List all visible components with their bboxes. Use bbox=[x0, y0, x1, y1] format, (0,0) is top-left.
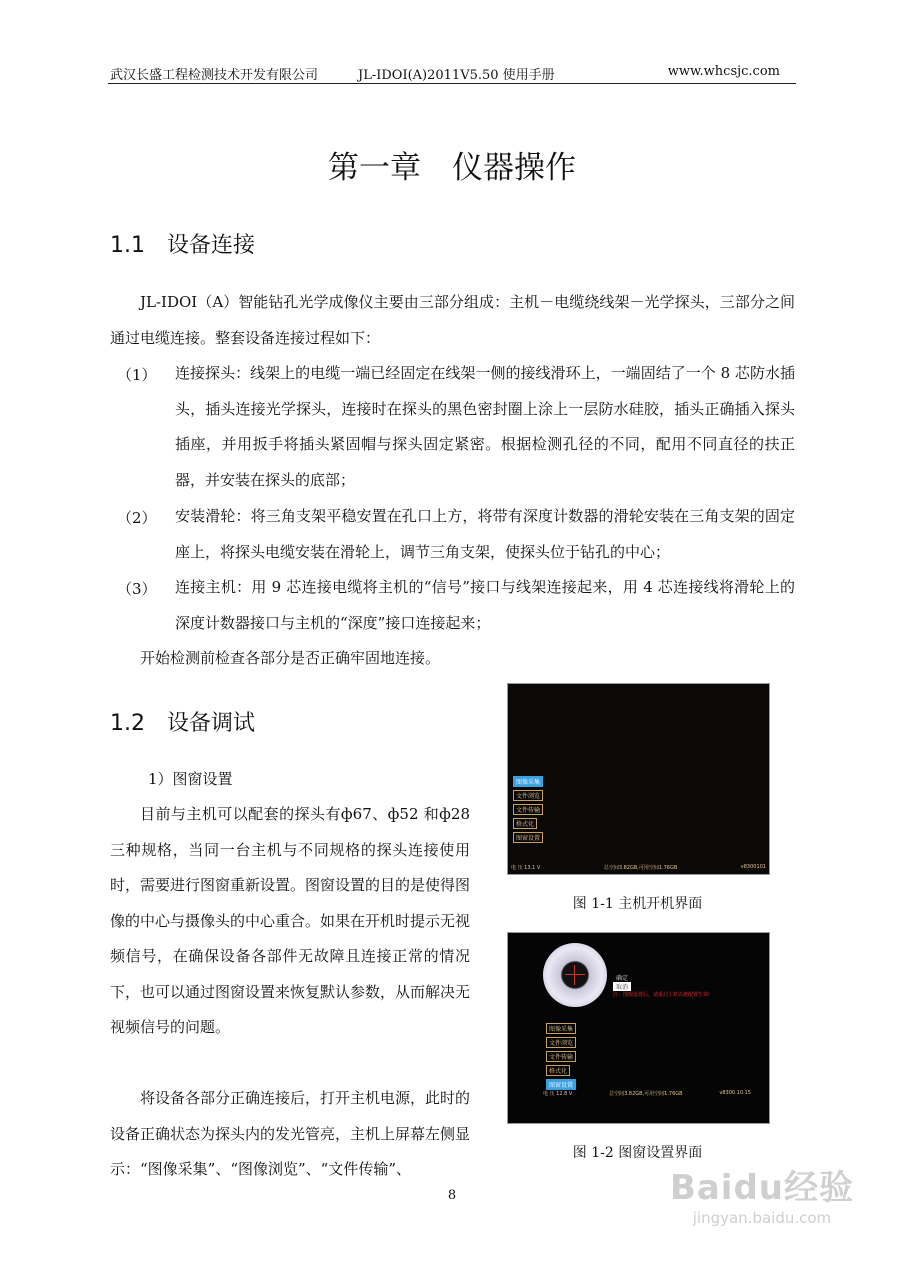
item-text: 安装滑轮：将三角支架平稳安置在孔口上方，将带有深度计数器的滑轮安装在三角支架的固定座上，将探头电缆安装在滑轮上，调节三角支架，使探头位于钻孔的中心； bbox=[175, 507, 795, 561]
header-divider bbox=[108, 83, 796, 84]
watermark-brand: Baidu经验 bbox=[669, 1168, 854, 1208]
body-paragraph: 目前与主机可以配套的探头有ф67、ф52 和ф28 三种规格，当同一台主机与不同规格的探头连接使用时，需要进行图窗重新设置。图窗设置的目的是使得图像的中心与摄像头的中心重合。如果在开机时提示无视频信号，在确保设备各部件无故障且连接正常的情况下，也可以通过图窗设置来恢复默认参数，从而解决无视频信号的问题。 bbox=[110, 805, 471, 1036]
body-paragraph: 将设备各部分正确连接后，打开主机电源，此时的设备正确状态为探头内的发光管亮，主机上屏幕左侧显示：“图像采集”、“图像浏览”、“文件传输”、 bbox=[110, 1089, 471, 1178]
header-manual: JL-IDOI(A)2011V5.50 使用手册 bbox=[358, 68, 555, 83]
screen-menu bbox=[513, 776, 543, 846]
figure-caption: 图 1-1 主机开机界面 bbox=[572, 896, 703, 912]
screen-status bbox=[511, 864, 766, 871]
page-number: 8 bbox=[447, 1188, 457, 1203]
cancel-label: 取消 bbox=[613, 982, 631, 991]
menu-item: 文件浏览 bbox=[546, 1037, 576, 1048]
watermark-url: jingyan.baidu.com bbox=[692, 1209, 832, 1227]
voltage: 电 压 13.1 V bbox=[511, 865, 541, 871]
item-text: 连接探头：线架上的电缆一端已经固定在线架一侧的接线滑环上，一端固结了一个 8 芯防水插头，插头连接光学探头，连接时在探头的黑色密封圈上涂上一层防水硅胶，插头正确插入探头插座，并用扳手将插头紧固帽与探头固定紧密。根据检测孔径的不同，配用不同直径的扶正器，并安装在探头的底部； bbox=[175, 364, 795, 489]
subsection-title: 1）图窗设置 bbox=[148, 770, 233, 788]
menu-item: 格式化 bbox=[513, 818, 537, 829]
menu-item: 图像采集 bbox=[513, 776, 543, 787]
item-number: （2） bbox=[117, 509, 157, 527]
probe-view-image bbox=[543, 943, 607, 1007]
menu-item: 格式化 bbox=[546, 1065, 570, 1076]
menu-item: 文件传输 bbox=[546, 1051, 576, 1062]
startup-screen-image bbox=[507, 683, 770, 875]
item-text: 连接主机：用 9 芯连接电缆将主机的“信号”接口与线架连接起来，用 4 芯连接线将滑轮上的深度计数器接口与主机的“深度”接口连接起来； bbox=[175, 578, 795, 632]
screen-status bbox=[543, 1090, 751, 1097]
storage: 总空间3.82GB,可用空间1.76GB bbox=[609, 1091, 683, 1097]
section-title-1-1: 1.1 设备连接 bbox=[110, 233, 255, 258]
version: v8300101 bbox=[740, 864, 766, 870]
window-setup-screen-image bbox=[507, 932, 770, 1124]
intro-paragraph: JL-IDOI（A）智能钻孔光学成像仪主要由三部分组成：主机－电缆绕线架－光学探头，三部分之间通过电缆连接。整套设备连接过程如下： bbox=[110, 293, 795, 347]
closing-paragraph: 开始检测前检查各部分是否正确牢固地连接。 bbox=[140, 649, 441, 667]
menu-item: 文件浏览 bbox=[513, 790, 543, 801]
storage: 总空间3.82GB,可用空间1.76GB bbox=[603, 865, 678, 871]
section-title-1-2: 1.2 设备调试 bbox=[110, 711, 255, 736]
menu-item: 图窗设置 bbox=[513, 832, 543, 843]
screen-menu bbox=[546, 1023, 576, 1093]
figure-caption: 图 1-2 图窗设置界面 bbox=[572, 1145, 703, 1161]
chapter-title: 第一章 仪器操作 bbox=[328, 150, 576, 186]
header-company: 武汉长盛工程检测技术开发有限公司 bbox=[110, 68, 319, 83]
voltage: 电 压 12.8 V bbox=[543, 1091, 573, 1097]
baidu-watermark bbox=[670, 1160, 854, 1227]
menu-item: 图像采集 bbox=[546, 1023, 576, 1034]
menu-item: 文件传输 bbox=[513, 804, 543, 815]
confirm-label: 确定 bbox=[616, 975, 629, 982]
prompt-text: 注：图窗设置后，请重启主机以便配置生效! bbox=[613, 992, 711, 998]
item-number: （1） bbox=[117, 366, 157, 384]
header-url: www.whcsjc.com bbox=[667, 64, 780, 79]
menu-item: 图窗设置 bbox=[546, 1079, 576, 1090]
item-number: （3） bbox=[117, 580, 157, 598]
version: v8300.10.15 bbox=[719, 1090, 751, 1096]
